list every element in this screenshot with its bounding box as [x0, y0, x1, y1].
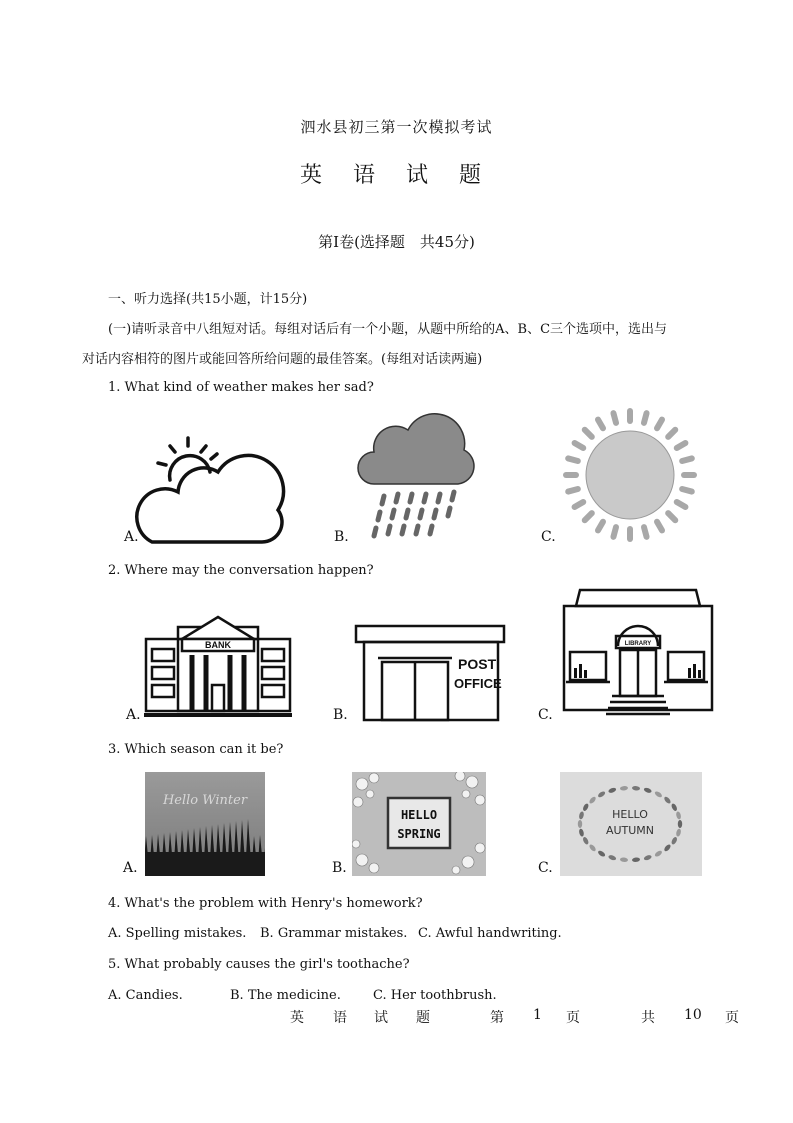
footer-subject-char: 语	[333, 1010, 347, 1026]
q2-option-a: A.	[126, 707, 141, 723]
partly-cloudy-icon	[140, 432, 290, 547]
q1-option-b: B.	[334, 529, 349, 545]
spring-photo	[352, 772, 486, 876]
q4-choice-c: C. Awful handwriting.	[418, 926, 562, 941]
bank-building-icon	[144, 615, 292, 721]
q3-option-a: A.	[123, 860, 138, 876]
post-office-icon	[354, 624, 506, 722]
winter-photo	[145, 772, 265, 876]
q5-choice-a: A. Candies.	[108, 988, 183, 1003]
q1-option-c: C.	[541, 529, 556, 545]
exam-title: 泗水县初三第一次模拟考试	[300, 118, 493, 136]
library-sign: LIBRARY	[624, 641, 652, 647]
section-intro-line1: (一)请听录音中八组短对话。每组对话后有一个小题，从题中所给的A、B、C三个选项中，选出与	[108, 322, 668, 337]
q5-choice-c: C. Her toothbrush.	[373, 988, 497, 1003]
footer-subject-char: 题	[416, 1010, 430, 1026]
autumn-photo	[560, 772, 702, 876]
footer-page-prefix: 第	[490, 1010, 504, 1026]
question-3: 3. Which season can it be?	[108, 742, 284, 757]
footer-page-number: 1	[533, 1007, 542, 1023]
footer-total-pages: 10	[684, 1007, 702, 1023]
footer-subject-char: 英	[290, 1010, 304, 1026]
q3-option-c: C.	[538, 860, 553, 876]
q2-option-b: B.	[333, 707, 348, 723]
q2-option-c: C.	[538, 707, 553, 723]
subject-title: 英 语 试 题	[300, 163, 493, 188]
office-sign: OFFICE	[454, 676, 502, 691]
autumn-text-2: AUTUMN	[605, 824, 655, 837]
q1-option-a: A.	[124, 529, 139, 545]
part-title: 第Ⅰ卷(选择题 共45分)	[318, 233, 475, 251]
footer-page-suffix: 页	[566, 1010, 580, 1026]
section-intro-line2: 对话内容相符的图片或能回答所给问题的最佳答案。(每组对话读两遍)	[82, 352, 483, 367]
footer-subject-char: 试	[374, 1010, 388, 1026]
question-1: 1. What kind of weather makes her sad?	[108, 380, 374, 395]
question-2: 2. Where may the conversation happen?	[108, 563, 374, 578]
spring-text-2: SPRING	[397, 827, 441, 841]
footer-total-suffix: 页	[725, 1010, 739, 1026]
section-title: 一、听力选择(共15小题，计15分)	[108, 292, 308, 307]
autumn-text-1: HELLO	[612, 808, 648, 821]
question-4: 4. What's the problem with Henry's homework?	[108, 896, 423, 911]
q3-option-b: B.	[332, 860, 347, 876]
spring-text-1: HELLO	[400, 808, 438, 822]
bank-sign: BANK	[205, 640, 231, 650]
question-5: 5. What probably causes the girl's toothache?	[108, 957, 410, 972]
winter-text: Hello Winter	[162, 793, 248, 808]
q4-choice-b: B. Grammar mistakes.	[260, 926, 408, 941]
sun-icon	[560, 405, 700, 545]
library-building-icon	[560, 588, 716, 722]
footer-total-prefix: 共	[641, 1010, 655, 1026]
rain-cloud-icon	[360, 412, 480, 544]
q4-choice-a: A. Spelling mistakes.	[108, 926, 247, 941]
page-footer	[0, 1007, 793, 1027]
post-sign: POST	[458, 656, 497, 672]
q5-choice-b: B. The medicine.	[230, 988, 341, 1003]
